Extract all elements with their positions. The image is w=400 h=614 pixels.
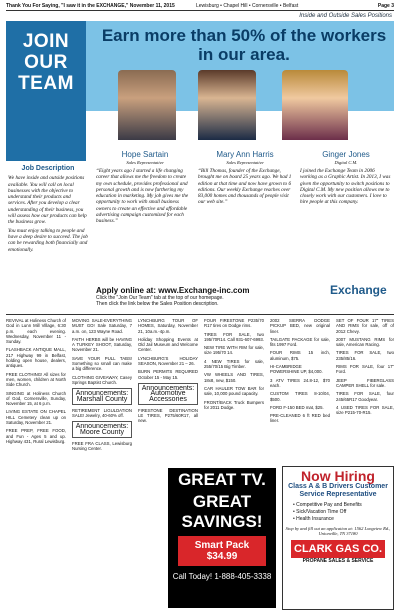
dish-tv-ad bbox=[168, 468, 276, 608]
apply-block bbox=[96, 286, 306, 307]
header-tagline: Thank You For Saying, "I saw it in the EXCHANGE," November 11, 2015 bbox=[6, 3, 175, 9]
classified-item: FREE CLOTHING! All sizes for men, women, children at North Side Church. bbox=[6, 371, 66, 388]
person-quote: I joined the Exchange Team in 2006 working as a Graphic Artist. In 2013, I was given the opportunity to switch positions to Digital C.M. My new position allows me to closely work with our customers. I love to hire people at this company. bbox=[300, 168, 391, 206]
divider bbox=[6, 314, 394, 315]
classified-item: LYNCHBURG'S HOLIDAY SEASON, November 21 – 26. bbox=[138, 355, 198, 367]
classified-item: TIRES FOR SALE, two 195/70R14. Call 931-607-6993. bbox=[204, 331, 264, 342]
team-word: TEAM bbox=[18, 73, 74, 94]
classified-item: FLASHBACK ANTIQUE MALL, 217 Highway 99 in Belfast, holding open house, dealers, antiques. bbox=[6, 347, 66, 369]
person-name: Mary Ann Harris bbox=[216, 150, 274, 159]
classified-item: LYNCHBURG TOUR OF HOMES, Saturday, November 21, 10a.m.-4p.m. bbox=[138, 318, 198, 334]
classified-item: SAVE YOUR PULL TABS! Something so small can make a big difference. bbox=[72, 355, 132, 372]
classified-item: FRONT/BACK Truck Bumpers for 2011 Dodge. bbox=[204, 399, 264, 410]
page-header bbox=[6, 2, 394, 11]
classified-item: 2002 SIERRA DODGE PICKUP BED, new original liner. bbox=[270, 318, 330, 334]
classified-column bbox=[138, 318, 198, 427]
classified-item: REVIVAL at Holiness Church of God in Lunn Mill Village, 6:30 p.m. each evening. Wednesday, November 11 - Sunday. bbox=[6, 318, 66, 345]
classified-item: 4 USED TIRES FOR SALE, size P215-70-R15. bbox=[336, 404, 394, 416]
classified-item: CLOTHING GIVEAWAY, Casey Springs Baptist Church. bbox=[72, 374, 132, 385]
classified-item: RIMS FOR SALE, four 17" Ford. bbox=[336, 364, 394, 375]
classified-column bbox=[204, 318, 264, 413]
benefit-item: • Sick/Vacation Time Off bbox=[293, 509, 347, 515]
classified-item: FIRESTONE DESTINATION LE TIRES, P275/60R17, all new. bbox=[138, 407, 198, 424]
classified-item: LIVING ESTATE ON CHAPEL HILL Cemetery clean up on Saturday, November 21. bbox=[6, 409, 66, 426]
classified-item: NEW TIRE WITH RIM for sale, size 195/70 14. bbox=[204, 345, 264, 356]
classified-item: FREE FRA CLASS, Lewisburg Nursing Center. bbox=[72, 441, 132, 452]
join-our-team-block bbox=[6, 21, 86, 161]
now-hiring-ad bbox=[282, 466, 394, 610]
smart-pack-price: Smart Pack $34.99 bbox=[178, 536, 266, 566]
photo-mary-ann-harris bbox=[198, 70, 256, 140]
classified-item: SET OF FOUR 17" TIRES AND RIMS for sale, off of 2012 Chevy. bbox=[336, 318, 394, 334]
classified-item: VW WHEELS AND TIRES, 18x8, new, $150. bbox=[204, 372, 264, 383]
benefit-item: • Health Insurance bbox=[293, 516, 334, 522]
application-address: Stop by and fill out an application at: 1562 Longview Rd., Unionville, TN 37180 bbox=[285, 526, 391, 536]
classified-item: HI-CAMBRIDGE POWERSHINE UP, $4,000. bbox=[270, 364, 323, 375]
classified-item: 4 NEW TIRES for sale, 255/70/15 Big Timber. bbox=[204, 358, 264, 370]
header-towns: Lewisburg • Chapel Hill • Cornersville • Belfast bbox=[196, 3, 299, 9]
apply-instruction: Click the "Join Our Team" tab at the top of our homepage. bbox=[96, 295, 224, 301]
exchange-logo: Exchange bbox=[330, 283, 387, 297]
photo-ginger-jones bbox=[282, 70, 348, 140]
classified-item: CUSTOM TIRES 8-10/04, $500. bbox=[270, 391, 330, 402]
apply-instruction: Then click the link below the Sales Position description. bbox=[96, 301, 219, 307]
ad-phone: Call Today! 1-888-405-3338 bbox=[172, 572, 272, 581]
join-word: JOIN bbox=[22, 31, 70, 52]
benefits-list bbox=[293, 502, 383, 523]
clark-gas-logo: CLARK GAS CO. bbox=[291, 540, 385, 558]
classified-item: Holiday Shopping Events at Old Jail Museum and Welcome Center. bbox=[138, 336, 198, 353]
classified-item: PRE-CLEANED 6 ft RED bed liner. bbox=[270, 413, 330, 424]
ad-headline: GREAT SAVINGS! bbox=[181, 492, 263, 531]
classified-item: 2007 MUSTANG RIMS for sale, American Racing. bbox=[336, 336, 394, 348]
job-description-para: You must enjoy talking to people and have a deep desire to succeed. The job can be rewarding both financially and emotionally. bbox=[8, 227, 88, 253]
classified-item: FREE PREP, FREE FOOD, and Fun - Ages 5 and up. Highway 431, Rural Lewisburg. bbox=[6, 428, 66, 444]
classified-item: TAILGATE PACKAGE for sale, fits 1997 Ford. bbox=[270, 336, 330, 348]
classified-item: BURN PERMITS REQUIRED October 15 - May 15. bbox=[138, 369, 198, 380]
classified-item: SINGING at Holiness Church of God, Cornersville, Sunday, November 15, at 6 p.m. bbox=[6, 390, 66, 407]
classified-column bbox=[6, 318, 66, 447]
ad-headline: GREAT TV. bbox=[178, 470, 266, 489]
classified-item: JEEP FIBERGLASS CAMPER SHELL for sale. bbox=[336, 377, 394, 388]
job-description-title: Job Description bbox=[21, 165, 75, 172]
clark-gas-subtitle: PROPANE SALES & SERVICE bbox=[302, 558, 374, 564]
banner-headline: Earn more than 50% of the workers in our area. bbox=[101, 26, 387, 64]
apply-url[interactable]: Apply online at: www.Exchange-inc.com bbox=[96, 286, 250, 295]
person-name: Ginger Jones bbox=[322, 150, 370, 159]
classified-item: CAR HAULER TOW BAR for sale, 10,000 pound capacity. bbox=[204, 385, 264, 397]
person-quote: “Bill Thomas, founder of the Exchange, brought me on board 25 years ago. We had 1 edition at that time and now have grown to 6 editions. Our weekly Exchange reaches over 83,000 homes and thousands of people visit our web site.” bbox=[198, 168, 292, 206]
classified-item: FAITH HERBS will be HAVING A TURKEY SHOOT, Saturday, November 21. bbox=[72, 336, 132, 353]
classified-item: FOUR RIMS 15 inch, aluminum, $75. bbox=[270, 350, 330, 361]
classified-column bbox=[72, 318, 132, 455]
page-number: Page 3 bbox=[377, 3, 394, 9]
photo-hope-sartain bbox=[118, 70, 176, 140]
person-quote: “Eight years ago I started a life changing career that allows me the freedom to create my own schedule, provides professional and personal growth and is now furthering my education in marketing. My job gives me the opportunity to work with small business owners to create an effective and affordable advertising campaign customized for each business.” bbox=[96, 168, 189, 225]
person-role: Digital C.M. bbox=[334, 160, 358, 165]
hiring-title: Now Hiring bbox=[301, 468, 375, 484]
person-name: Hope Sartain bbox=[121, 150, 169, 159]
classified-item: RETIREMENT LIGULDATION SALE! Jewelry, 40-60% off. bbox=[72, 407, 132, 419]
classified-item: MOVING SALE-EVERYTHING MUST GO! Sale Saturday, 7 a.m. on, 123 Wayne Road. bbox=[72, 318, 132, 334]
section-title: Inside and Outside Sales Positions bbox=[299, 13, 392, 19]
classified-item: FOUR FIRESTONE P235/70 R17 tires on Dodge rims. bbox=[204, 318, 264, 329]
classified-item: FORD F-150 BED mat, $25. bbox=[270, 404, 324, 410]
benefit-item: • Competitive Pay and Benefits bbox=[293, 502, 362, 508]
announcements-header: Announcements: Automotive Accessories bbox=[138, 383, 198, 405]
announcements-header: Announcements: Moore County bbox=[72, 421, 132, 438]
classified-item: TIRES FOR SALE, four 245/65R17 Goodyear. bbox=[336, 391, 394, 402]
announcements-header: Announcements: Marshall County bbox=[72, 388, 132, 405]
classified-item: TIRES FOR SALE, two 235/85/16. bbox=[336, 350, 394, 361]
classified-item: 3 ATV TIRES 24.8-12, $70 each. bbox=[270, 377, 330, 388]
our-word: OUR bbox=[24, 52, 68, 73]
classified-column bbox=[270, 318, 330, 427]
hiring-subtitle: Class A & B Drivers Customer Service Representative bbox=[288, 483, 388, 498]
classified-column bbox=[336, 318, 394, 418]
job-description bbox=[8, 166, 88, 255]
job-description-para: We have inside and outside positions available. You will call on local businesses with the objective to understand their products and services. After you develop a clear understanding of their business, you will assess how our products can help the business grow. bbox=[8, 175, 87, 226]
person-role: Sales Representative bbox=[226, 160, 264, 165]
person-role: Sales Representative bbox=[126, 160, 164, 165]
